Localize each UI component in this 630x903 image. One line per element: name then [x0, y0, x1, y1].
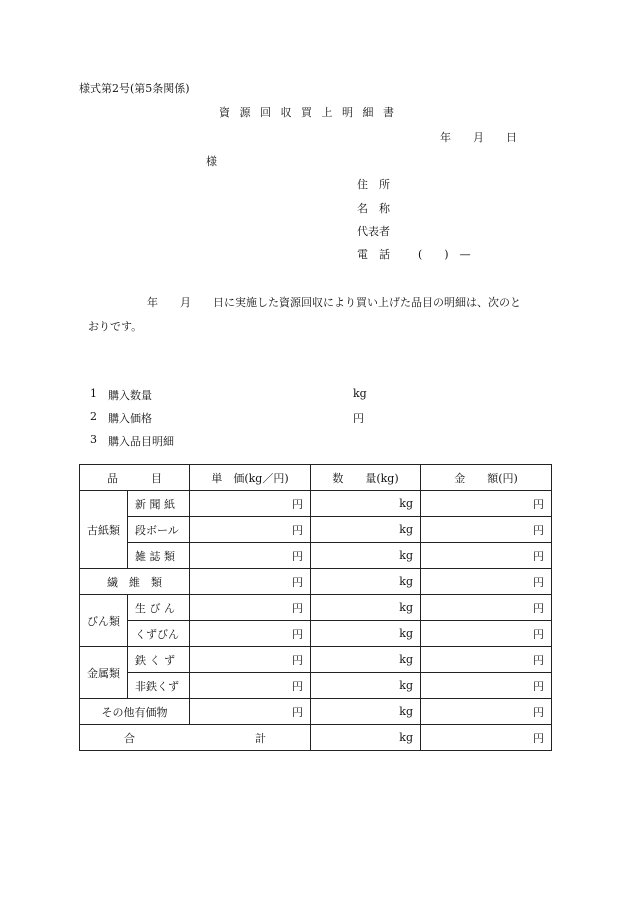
table-row [80, 647, 552, 673]
amount-unit-cell: 円 [421, 491, 552, 517]
amount-unit-cell: 円 [421, 673, 552, 699]
item-nonferrous-scrap: 非鉄くず [128, 673, 190, 699]
table-row [80, 491, 552, 517]
price-unit-cell: 円 [190, 699, 311, 725]
header-row [80, 465, 552, 491]
sender-phone-format: ( ) — [418, 248, 471, 261]
group-metal-label: 金属類 [80, 647, 128, 699]
total-label-sum: 合 [124, 731, 135, 745]
amount-unit-cell: 円 [421, 543, 552, 569]
quantity-unit-cell: kg [311, 595, 421, 621]
sender-phone-label: 電 話 [357, 248, 390, 261]
summary-unit-2: 円 [353, 412, 364, 425]
date-line: 年 月 日 [440, 131, 517, 144]
quantity-unit-cell: kg [311, 673, 421, 699]
quantity-unit-cell: kg [311, 543, 421, 569]
statement-line-2: おりです。 [88, 320, 143, 333]
table-row [80, 699, 552, 725]
sender-rep-label: 代表者 [357, 225, 390, 238]
amount-unit-cell: 円 [421, 647, 552, 673]
price-unit-cell: 円 [190, 647, 311, 673]
table-row [80, 543, 552, 569]
group-paper-label: 古紙類 [80, 491, 128, 569]
price-unit-cell: 円 [190, 491, 311, 517]
quantity-unit-cell: kg [311, 569, 421, 595]
group-bottle-label: びん類 [80, 595, 128, 647]
amount-unit-cell: 円 [421, 621, 552, 647]
summary-label-2: 購入価格 [108, 412, 152, 425]
total-amount-unit-cell: 円 [421, 725, 552, 751]
table-row [80, 569, 552, 595]
document-title: 資 源 回 収 買 上 明 細 書 [219, 106, 397, 119]
table-row [80, 673, 552, 699]
price-unit-cell: 円 [190, 517, 311, 543]
price-unit-cell: 円 [190, 543, 311, 569]
item-magazines: 雑 誌 類 [128, 543, 190, 569]
item-raw-bottle: 生 び ん [128, 595, 190, 621]
summary-num-3: 3 [90, 433, 97, 446]
price-unit-cell: 円 [190, 595, 311, 621]
group-other-label: その他有価物 [80, 699, 190, 725]
price-unit-cell: 円 [190, 673, 311, 699]
amount-unit-cell: 円 [421, 517, 552, 543]
total-label-cell [80, 725, 311, 751]
sender-name-label: 名 称 [357, 202, 390, 215]
amount-unit-cell: 円 [421, 595, 552, 621]
item-iron-scrap: 鉄 く ず [128, 647, 190, 673]
quantity-unit-cell: kg [311, 517, 421, 543]
summary-label-3: 購入品目明細 [108, 435, 174, 448]
amount-unit-cell: 円 [421, 569, 552, 595]
total-label-calc: 計 [255, 731, 266, 745]
quantity-unit-cell: kg [311, 647, 421, 673]
quantity-unit-cell: kg [311, 491, 421, 517]
statement-line-1: 年 月 日に実施した資源回収により買い上げた品目の明細は、次のと [147, 296, 521, 309]
price-unit-cell: 円 [190, 569, 311, 595]
summary-num-1: 1 [90, 387, 97, 400]
form-number: 様式第2号(第5条関係) [79, 82, 190, 95]
price-unit-cell: 円 [190, 621, 311, 647]
summary-label-1: 購入数量 [108, 389, 152, 402]
header-unit-price: 単 価(kg／円) [190, 465, 311, 491]
header-quantity: 数 量(kg) [311, 465, 421, 491]
total-quantity-unit-cell: kg [311, 725, 421, 751]
item-newspaper: 新 聞 紙 [128, 491, 190, 517]
group-fiber-label: 繊 維 類 [80, 569, 190, 595]
header-item: 品 目 [80, 465, 190, 491]
total-row [80, 725, 552, 751]
summary-num-2: 2 [90, 410, 97, 423]
item-cardboard: 段ボール [128, 517, 190, 543]
summary-unit-1: kg [353, 387, 367, 400]
detail-table [79, 464, 552, 751]
table-row [80, 517, 552, 543]
item-cullet: くずびん [128, 621, 190, 647]
amount-unit-cell: 円 [421, 699, 552, 725]
header-amount: 金 額(円) [421, 465, 552, 491]
addressee-suffix: 様 [206, 155, 217, 168]
quantity-unit-cell: kg [311, 699, 421, 725]
quantity-unit-cell: kg [311, 621, 421, 647]
table-row [80, 595, 552, 621]
table-row [80, 621, 552, 647]
sender-address-label: 住 所 [357, 178, 390, 191]
